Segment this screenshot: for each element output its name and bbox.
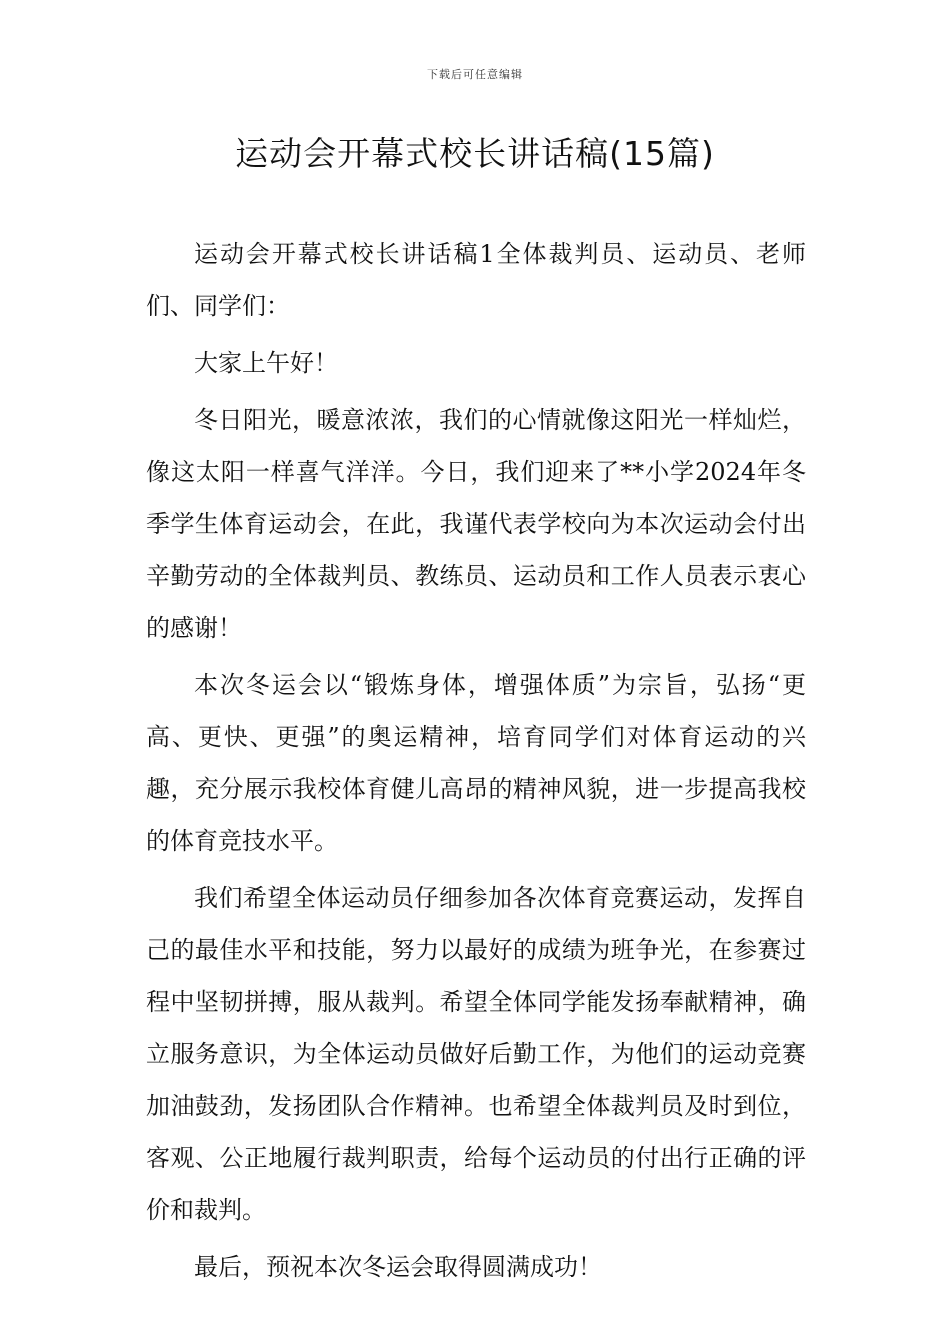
document-body — [146, 228, 806, 1298]
document-title: 运动会开幕式校长讲话稿(15篇) — [235, 134, 715, 173]
paragraph-expectations: 我们希望全体运动员仔细参加各次体育竞赛运动，发挥自己的最佳水平和技能，努力以最好的成绩为班争光，在参赛过程中坚韧拼搏，服从裁判。希望全体同学能发扬奉献精神，确立服务意识，为全体运动员做好后勤工作，为他们的运动竞赛加油鼓劲，发扬团队合作精神。也希望全体裁判员及时到位，客观、公正地履行裁判职责，给每个运动员的付出行正确的评价和裁判。 — [146, 884, 806, 1224]
paragraph-greeting: 运动会开幕式校长讲话稿1全体裁判员、运动员、老师们、同学们： — [146, 240, 806, 320]
header-note: 下载后可任意编辑 — [427, 68, 523, 81]
paragraph-closing-wish: 最后，预祝本次冬运会取得圆满成功！ — [194, 1253, 602, 1281]
paragraph-games-purpose: 本次冬运会以“锻炼身体，增强体质”为宗旨，弘扬“更高、更快、更强”的奥运精神，培育同学们对体育运动的兴趣，充分展示我校体育健儿高昂的精神风貌，进一步提高我校的体育竞技水平。 — [146, 671, 806, 855]
paragraph-good-morning: 大家上午好！ — [194, 349, 338, 377]
paragraph-winter-sunshine: 冬日阳光，暖意浓浓，我们的心情就像这阳光一样灿烂，像这太阳一样喜气洋洋。今日，我们迎来了**小学2024年冬季学生体育运动会，在此，我谨代表学校向为本次运动会付出辛勤劳动的全体裁判员、教练员、运动员和工作人员表示衷心的感谢！ — [146, 406, 806, 642]
